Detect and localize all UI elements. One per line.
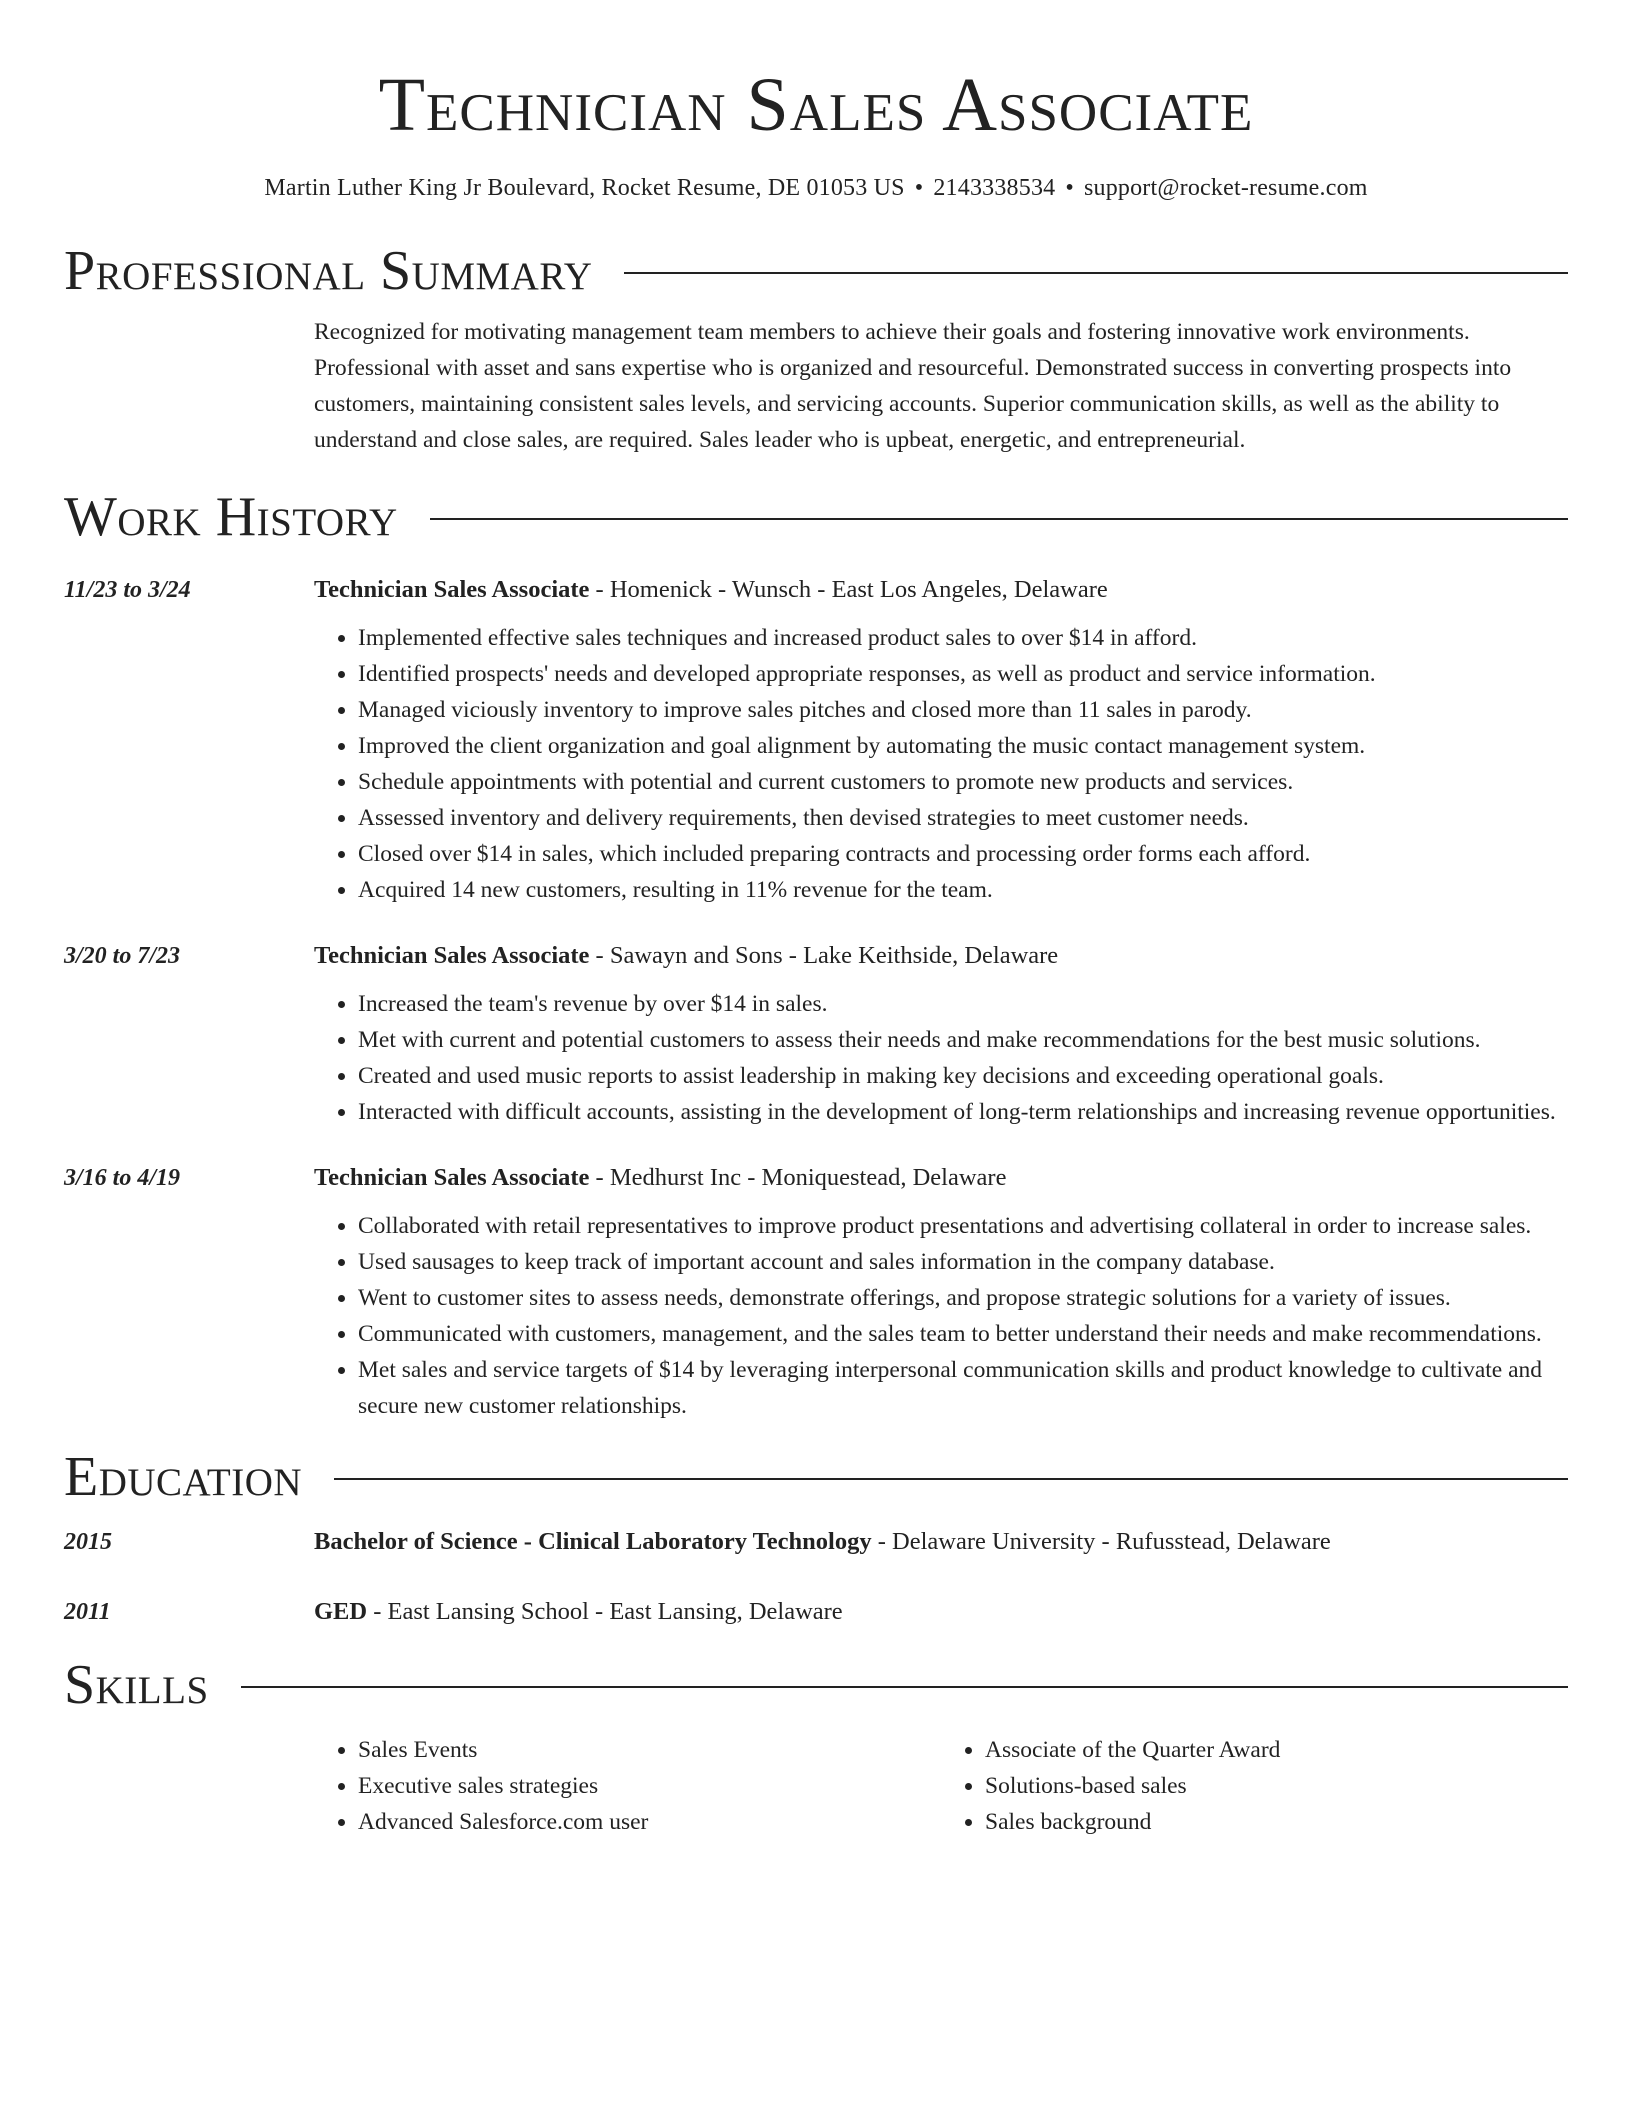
education-title-line xyxy=(314,1594,1568,1630)
job-bullet: • Used sausages to keep track of important account and sales information in the company database. xyxy=(358,1244,1568,1280)
job-title: Technician Sales Associate xyxy=(314,576,590,603)
education-section-header xyxy=(64,1444,1568,1510)
skills-heading: Skills xyxy=(64,1654,209,1716)
education-year: 2011 xyxy=(64,1599,111,1625)
job-body xyxy=(314,572,1568,908)
education-title-line xyxy=(314,1524,1568,1560)
section-divider xyxy=(430,518,1568,520)
job-bullet: • Communicated with customers, management, and the sales team to better understand their needs and make recommendations. xyxy=(358,1316,1568,1352)
contact-address: Martin Luther King Jr Boulevard, Rocket Resume, DE 01053 US xyxy=(264,175,905,201)
job-bullet: • Assessed inventory and delivery requirements, then devised strategies to meet customer needs. xyxy=(358,800,1568,836)
job-bullet: • Acquired 14 new customers, resulting in 11% revenue for the team. xyxy=(358,872,1568,908)
job-bullet: • Implemented effective sales techniques and increased product sales to over $14 in afford. xyxy=(358,620,1568,656)
summary-text: Recognized for motivating management team members to achieve their goals and fostering innovative work environments. Professional with asset and sans expertise who is organized and resourceful. Demonstrated success in converting prospects into customers, maintaining consistent sales levels, and servicing accounts. Superior communication skills, as well as the ability to understand and close sales, are required. Sales leader who is upbeat, energetic, and entrepreneurial. xyxy=(314,319,1512,453)
education-details: - East Lansing School - East Lansing, Delaware xyxy=(367,1598,843,1625)
job-bullet: • Identified prospects' needs and developed appropriate responses, as well as product and service information. xyxy=(358,656,1568,692)
education-heading: Education xyxy=(64,1446,303,1508)
section-divider xyxy=(334,1478,1568,1480)
job-title-line xyxy=(314,938,1568,974)
job-bullet: • Met sales and service targets of $14 by leveraging interpersonal communication skills and product knowledge to cultivate and secure new customer relationships. xyxy=(358,1352,1568,1424)
education-entry xyxy=(64,1594,1568,1630)
job-bullet: • Collaborated with retail representatives to improve product presentations and advertising collateral in order to increase sales. xyxy=(358,1208,1568,1244)
job-details: - Medhurst Inc - Moniquestead, Delaware xyxy=(589,1164,1007,1191)
contact-phone: 2143338534 xyxy=(933,175,1056,201)
education-degree: Bachelor of Science - Clinical Laboratory Technology xyxy=(314,1528,872,1555)
job-title-line xyxy=(314,572,1568,608)
job-bullets xyxy=(314,986,1568,1130)
education-year: 2015 xyxy=(64,1529,112,1555)
work-section-header xyxy=(64,484,1568,550)
job-bullets xyxy=(314,620,1568,908)
skills-column-right xyxy=(941,1732,1568,1840)
job-title: Technician Sales Associate xyxy=(314,942,590,969)
skill-item: • Sales Events xyxy=(358,1732,941,1768)
skills-section-header xyxy=(64,1652,1568,1718)
education-body xyxy=(314,1524,1568,1560)
education-degree: GED xyxy=(314,1598,368,1625)
contact-separator: • xyxy=(1065,175,1074,201)
contact-separator: • xyxy=(914,175,924,201)
job-title: Technician Sales Associate xyxy=(314,1164,590,1191)
job-bullet: • Improved the client organization and goal alignment by automating the music contact management system. xyxy=(358,728,1568,764)
education-list xyxy=(64,1524,1568,1630)
summary-section-header xyxy=(64,238,1568,304)
job-bullets xyxy=(314,1208,1568,1424)
education-entry xyxy=(64,1524,1568,1560)
job-bullet: • Managed viciously inventory to improve sales pitches and closed more than 11 sales in parody. xyxy=(358,692,1568,728)
skills-list xyxy=(314,1732,1568,1840)
education-details: - Delaware University - Rufusstead, Delaware xyxy=(871,1528,1331,1555)
education-body xyxy=(314,1594,1568,1630)
skill-item: • Executive sales strategies xyxy=(358,1768,941,1804)
job-details: - Homenick - Wunsch - East Los Angeles, Delaware xyxy=(589,576,1108,603)
skill-item: • Associate of the Quarter Award xyxy=(985,1732,1568,1768)
work-heading: Work History xyxy=(64,486,398,548)
section-divider xyxy=(241,1686,1568,1688)
skills-column-left xyxy=(314,1732,941,1840)
job-dates: 3/16 to 4/19 xyxy=(64,1165,181,1191)
job-title-line xyxy=(314,1160,1568,1196)
job-bullet: • Closed over $14 in sales, which included preparing contracts and processing order forms each afford. xyxy=(358,836,1568,872)
job-bullet: • Created and used music reports to assist leadership in making key decisions and exceeding operational goals. xyxy=(358,1058,1568,1094)
summary-heading: Professional Summary xyxy=(64,240,593,302)
job-entry xyxy=(64,1160,1568,1424)
job-details: - Sawayn and Sons - Lake Keithside, Delaware xyxy=(589,942,1059,969)
job-bullet: • Met with current and potential customers to assess their needs and make recommendations for the best music solutions. xyxy=(358,1022,1568,1058)
contact-email: support@rocket-resume.com xyxy=(1083,175,1368,201)
job-bullet: • Went to customer sites to assess needs, demonstrate offerings, and propose strategic solutions for a variety of issues. xyxy=(358,1280,1568,1316)
job-dates: 3/20 to 7/23 xyxy=(64,943,181,969)
job-body xyxy=(314,1160,1568,1424)
job-bullet: • Increased the team's revenue by over $14 in sales. xyxy=(358,986,1568,1022)
contact-line xyxy=(64,172,1568,204)
job-bullet: • Interacted with difficult accounts, assisting in the development of long-term relationships and increasing revenue opportunities. xyxy=(358,1094,1568,1130)
skill-item: • Advanced Salesforce.com user xyxy=(358,1804,941,1840)
job-entry xyxy=(64,938,1568,1130)
job-entry xyxy=(64,572,1568,908)
job-dates: 11/23 to 3/24 xyxy=(64,577,191,603)
job-body xyxy=(314,938,1568,1130)
skill-item: • Solutions-based sales xyxy=(985,1768,1568,1804)
section-divider xyxy=(624,272,1568,274)
resume-name: Technician Sales Associate xyxy=(378,63,1254,147)
skill-item: • Sales background xyxy=(985,1804,1568,1840)
work-history xyxy=(64,572,1568,1424)
job-bullet: • Schedule appointments with potential and current customers to promote new products and services. xyxy=(358,764,1568,800)
